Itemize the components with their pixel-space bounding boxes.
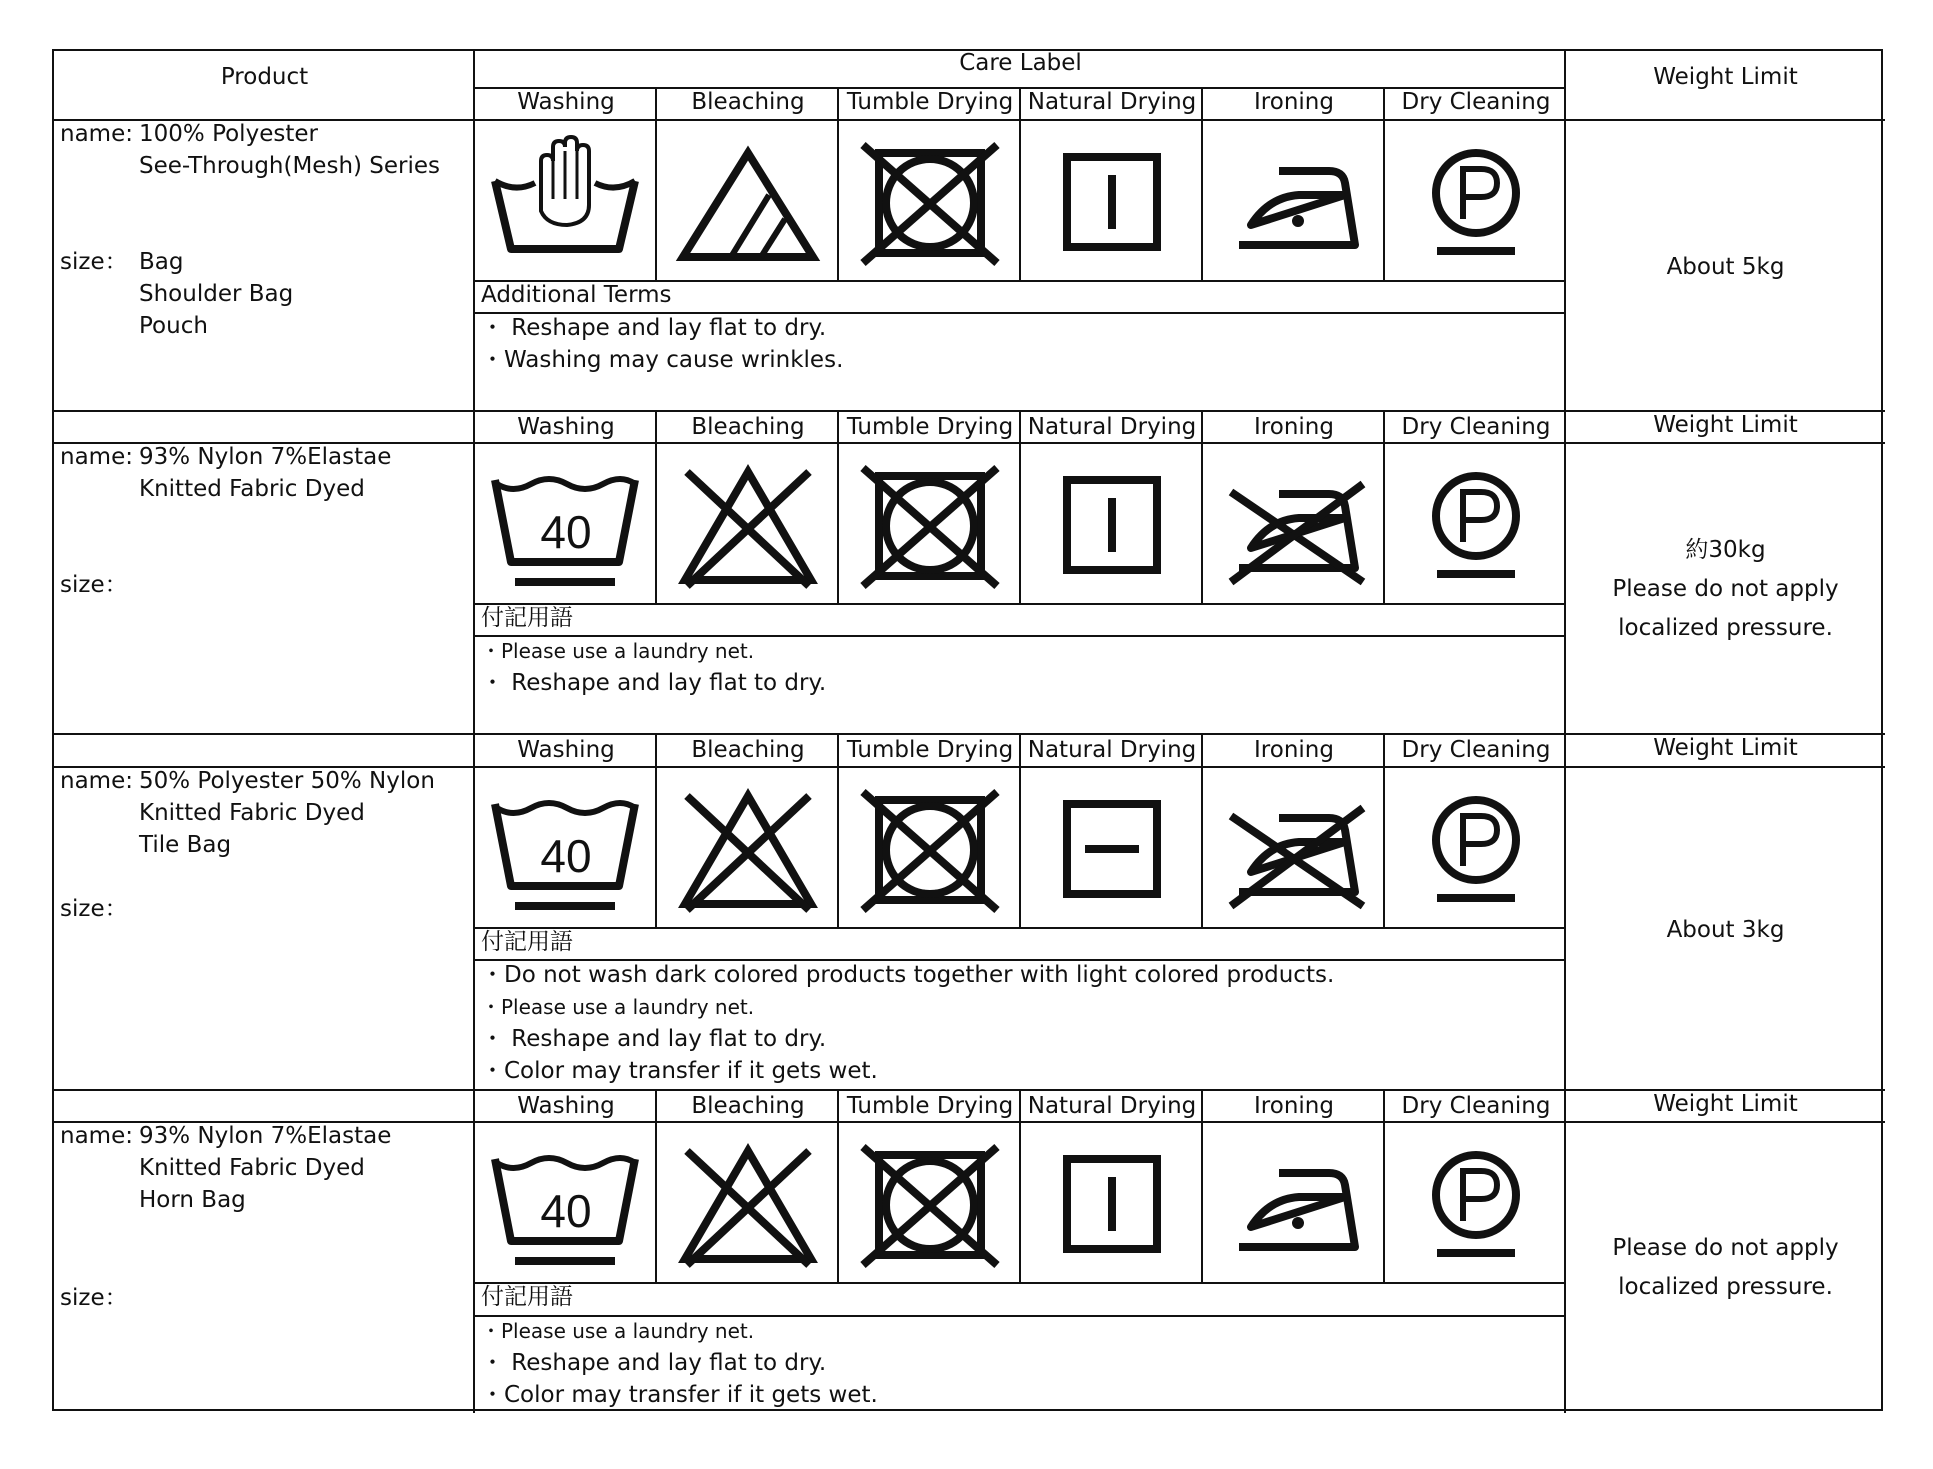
- column-header-bleaching: Bleaching: [691, 89, 805, 115]
- additional-term-item: ・Color may transfer if it gets wet.: [481, 1058, 878, 1084]
- additional-terms-title: 付記用語: [481, 605, 573, 631]
- product-size-line: Pouch: [139, 313, 208, 339]
- additional-term-item: ・Please use a laundry net.: [481, 639, 755, 663]
- additional-terms-title: 付記用語: [481, 929, 573, 955]
- column-header-washing: Washing: [517, 89, 615, 115]
- column-header-natural-drying: Natural Drying: [1027, 737, 1197, 763]
- product-size-label: size：: [60, 572, 128, 598]
- line-dry-icon: [1021, 444, 1203, 604]
- additional-term-item: ・ Reshape and lay flat to dry.: [481, 1350, 827, 1376]
- product-name-line: 100% Polyester: [139, 121, 318, 147]
- weight-limit-value: 約30kg: [1685, 537, 1766, 563]
- wash-40-icon: [475, 444, 657, 604]
- weight-limit-value: Please do not apply: [1612, 1235, 1839, 1261]
- product-name-line: Horn Bag: [139, 1187, 246, 1213]
- additional-term-item: ・ Reshape and lay flat to dry.: [481, 315, 827, 341]
- no-iron-icon: [1203, 444, 1385, 604]
- additional-term-item: ・ Reshape and lay flat to dry.: [481, 670, 827, 696]
- product-size-line: Shoulder Bag: [139, 281, 294, 307]
- product-size-label: size：: [60, 1285, 128, 1311]
- column-header-tumble-drying: Tumble Drying: [846, 737, 1014, 763]
- column-header-bleaching: Bleaching: [691, 414, 805, 440]
- wash-temperature-label: 40: [540, 1185, 592, 1237]
- product-name-line: 50% Polyester 50% Nylon: [139, 768, 435, 794]
- column-header-dry-cleaning: Dry Cleaning: [1401, 414, 1551, 440]
- dry-flat-icon: [1021, 768, 1203, 928]
- weight-limit-header: Weight Limit: [1653, 64, 1798, 90]
- additional-term-item: ・Do not wash dark colored products together with light colored products.: [481, 962, 1335, 988]
- additional-term-item: ・Please use a laundry net.: [481, 995, 755, 1019]
- product-size-label: size：: [60, 249, 128, 275]
- product-name-label: name:: [60, 768, 133, 794]
- column-header-dry-cleaning: Dry Cleaning: [1401, 89, 1551, 115]
- product-size-label: size：: [60, 896, 128, 922]
- no-tumble-dry-icon: [839, 768, 1021, 928]
- additional-term-item: ・Please use a laundry net.: [481, 1319, 755, 1343]
- no-bleach-icon: [657, 444, 839, 604]
- column-header-natural-drying: Natural Drying: [1027, 89, 1197, 115]
- dry-clean-p-icon: [1385, 768, 1567, 928]
- no-tumble-dry-icon: [839, 444, 1021, 604]
- wash-temperature-label: 40: [540, 506, 592, 558]
- product-header: Product: [220, 64, 309, 90]
- product-row-divider: [54, 733, 1885, 735]
- additional-terms-title: Additional Terms: [481, 282, 672, 308]
- product-name-label: name:: [60, 1123, 133, 1149]
- wash-temperature-label: 40: [540, 830, 592, 882]
- product-name-line: Tile Bag: [139, 832, 232, 858]
- dry-clean-p-icon: [1385, 444, 1567, 604]
- iron-low-icon: [1203, 121, 1385, 281]
- product-name-label: name:: [60, 121, 133, 147]
- no-bleach-icon: [657, 768, 839, 928]
- product-name-line: Knitted Fabric Dyed: [139, 800, 365, 826]
- care-label-header: Care Label: [959, 50, 1082, 76]
- weight-limit-value: localized pressure.: [1618, 1274, 1833, 1300]
- product-row-divider: [54, 410, 1885, 412]
- wash-40-icon: [475, 768, 657, 928]
- additional-term-item: ・Washing may cause wrinkles.: [481, 347, 844, 373]
- non-chlorine-bleach-icon: [657, 121, 839, 281]
- column-header-ironing: Ironing: [1254, 89, 1334, 115]
- column-header-tumble-drying: Tumble Drying: [846, 89, 1014, 115]
- weight-limit-value: localized pressure.: [1618, 615, 1833, 641]
- column-header-washing: Washing: [517, 414, 615, 440]
- column-header-bleaching: Bleaching: [691, 1093, 805, 1119]
- column-header-dry-cleaning: Dry Cleaning: [1401, 737, 1551, 763]
- column-header-washing: Washing: [517, 1093, 615, 1119]
- weight-limit-header: Weight Limit: [1653, 1091, 1798, 1117]
- no-bleach-icon: [657, 1123, 839, 1283]
- column-header-ironing: Ironing: [1254, 1093, 1334, 1119]
- product-name-line: 93% Nylon 7%Elastae: [139, 1123, 392, 1149]
- column-header-ironing: Ironing: [1254, 737, 1334, 763]
- iron-low-icon: [1203, 1123, 1385, 1283]
- column-header-ironing: Ironing: [1254, 414, 1334, 440]
- product-name-line: See-Through(Mesh) Series: [139, 153, 441, 179]
- product-size-line: Bag: [139, 249, 184, 275]
- dry-clean-p-icon: [1385, 121, 1567, 281]
- additional-term-item: ・ Reshape and lay flat to dry.: [481, 1026, 827, 1052]
- dry-clean-p-icon: [1385, 1123, 1567, 1283]
- weight-limit-header: Weight Limit: [1653, 735, 1798, 761]
- hand-wash-icon: [475, 121, 657, 281]
- weight-limit-value: About 3kg: [1666, 916, 1785, 943]
- wash-40-icon: [475, 1123, 657, 1283]
- column-header-washing: Washing: [517, 737, 615, 763]
- line-dry-icon: [1021, 1123, 1203, 1283]
- additional-terms-title: 付記用語: [481, 1284, 573, 1310]
- weight-limit-header: Weight Limit: [1653, 412, 1798, 438]
- column-header-natural-drying: Natural Drying: [1027, 1093, 1197, 1119]
- weight-limit-value: Please do not apply: [1612, 576, 1839, 602]
- product-name-line: 93% Nylon 7%Elastae: [139, 444, 392, 470]
- no-tumble-dry-icon: [839, 121, 1021, 281]
- weight-limit-value: About 5kg: [1666, 253, 1785, 280]
- column-header-tumble-drying: Tumble Drying: [846, 1093, 1014, 1119]
- product-row-divider: [54, 1089, 1885, 1091]
- care-label-table: [52, 49, 1883, 1411]
- additional-term-item: ・Color may transfer if it gets wet.: [481, 1382, 878, 1408]
- product-name-line: Knitted Fabric Dyed: [139, 476, 365, 502]
- column-header-tumble-drying: Tumble Drying: [846, 414, 1014, 440]
- column-header-dry-cleaning: Dry Cleaning: [1401, 1093, 1551, 1119]
- line-dry-icon: [1021, 121, 1203, 281]
- product-name-label: name:: [60, 444, 133, 470]
- no-tumble-dry-icon: [839, 1123, 1021, 1283]
- no-iron-icon: [1203, 768, 1385, 928]
- column-header-bleaching: Bleaching: [691, 737, 805, 763]
- product-name-line: Knitted Fabric Dyed: [139, 1155, 365, 1181]
- column-header-natural-drying: Natural Drying: [1027, 414, 1197, 440]
